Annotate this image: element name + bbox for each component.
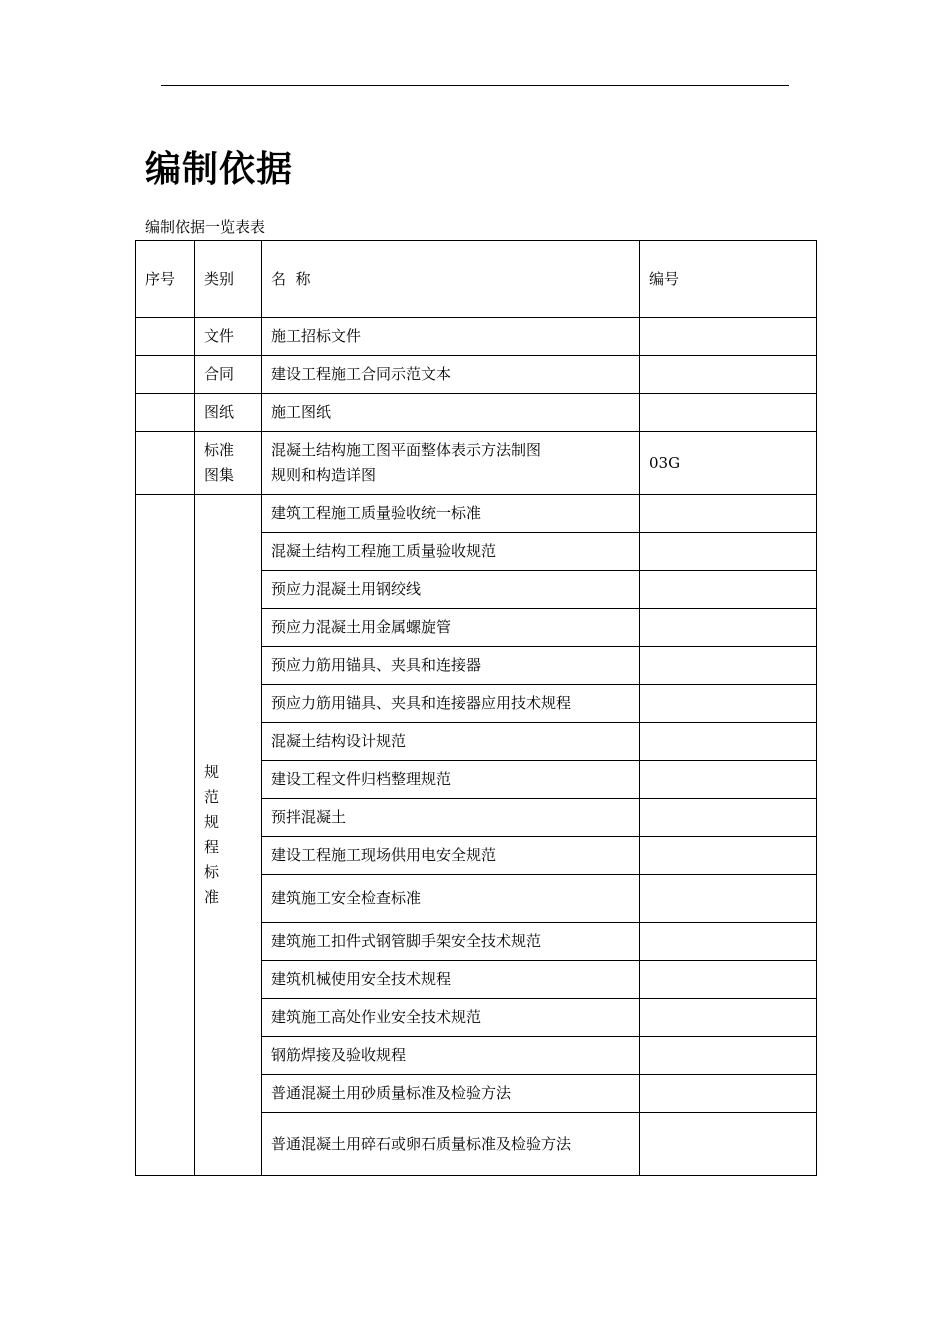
standard-code xyxy=(640,533,817,571)
standard-name: 预应力筋用锚具、夹具和连接器 xyxy=(262,647,640,685)
standard-name: 建筑工程施工质量验收统一标准 xyxy=(262,495,640,533)
standard-code xyxy=(640,1037,817,1075)
standard-name: 普通混凝土用砂质量标准及检验方法 xyxy=(262,1075,640,1113)
row-name: 施工招标文件 xyxy=(262,318,640,356)
table-header-row xyxy=(136,241,817,318)
row-category: 文件 xyxy=(195,318,262,356)
row-category: 图纸 xyxy=(195,394,262,432)
standard-name: 建设工程文件归档整理规范 xyxy=(262,761,640,799)
standard-code xyxy=(640,961,817,999)
standard-name: 普通混凝土用碎石或卵石质量标准及检验方法 xyxy=(262,1113,640,1176)
header-code: 编号 xyxy=(640,241,817,318)
group-category-char: 规 xyxy=(204,763,220,781)
row-code xyxy=(640,394,817,432)
row-code: 03G xyxy=(640,432,817,495)
standard-code xyxy=(640,647,817,685)
row-name-line: 规则和构造详图 xyxy=(271,466,377,484)
standard-code xyxy=(640,761,817,799)
table-row xyxy=(136,356,817,394)
group-category xyxy=(195,495,262,1176)
group-category-char: 规 xyxy=(204,813,220,831)
header-no: 序号 xyxy=(136,241,195,318)
row-category xyxy=(195,432,262,495)
standard-code xyxy=(640,837,817,875)
standard-name: 预应力筋用锚具、夹具和连接器应用技术规程 xyxy=(262,685,640,723)
header-rule xyxy=(161,85,789,86)
standard-name: 建筑施工安全检查标准 xyxy=(262,875,640,923)
row-no-cell xyxy=(136,318,195,356)
standard-name: 混凝土结构设计规范 xyxy=(262,723,640,761)
standard-name: 预应力混凝土用金属螺旋管 xyxy=(262,609,640,647)
row-name xyxy=(262,432,640,495)
group-category-char: 准 xyxy=(204,888,220,906)
group-category-char: 范 xyxy=(204,788,220,806)
standard-code xyxy=(640,1113,817,1176)
table-row xyxy=(136,432,817,495)
table-row xyxy=(136,318,817,356)
standard-code xyxy=(640,1075,817,1113)
row-category-line: 标准 xyxy=(204,441,235,459)
row-category: 合同 xyxy=(195,356,262,394)
standard-code xyxy=(640,999,817,1037)
standard-code xyxy=(640,609,817,647)
row-no-cell xyxy=(136,356,195,394)
table-row xyxy=(136,394,817,432)
standard-code xyxy=(640,685,817,723)
basis-table xyxy=(135,240,817,1176)
row-no-cell xyxy=(136,394,195,432)
group-category-char: 程 xyxy=(204,838,220,856)
standard-name: 建设工程施工现场供用电安全规范 xyxy=(262,837,640,875)
standard-code xyxy=(640,723,817,761)
row-name: 建设工程施工合同示范文本 xyxy=(262,356,640,394)
standard-name: 建筑施工扣件式钢管脚手架安全技术规范 xyxy=(262,923,640,961)
standard-name: 混凝土结构工程施工质量验收规范 xyxy=(262,533,640,571)
row-category-line: 图集 xyxy=(204,466,235,484)
row-code xyxy=(640,356,817,394)
row-name-line: 混凝土结构施工图平面整体表示方法制图 xyxy=(271,441,542,459)
standard-name: 钢筋焊接及验收规程 xyxy=(262,1037,640,1075)
standard-code xyxy=(640,571,817,609)
group-no-cell xyxy=(136,495,195,1176)
standard-name: 建筑施工高处作业安全技术规范 xyxy=(262,999,640,1037)
header-category: 类别 xyxy=(195,241,262,318)
standard-name: 建筑机械使用安全技术规程 xyxy=(262,961,640,999)
row-no-cell xyxy=(136,432,195,495)
standard-code xyxy=(640,923,817,961)
standard-code xyxy=(640,495,817,533)
row-name: 施工图纸 xyxy=(262,394,640,432)
row-code xyxy=(640,318,817,356)
standard-code xyxy=(640,875,817,923)
header-name: 名 称 xyxy=(262,241,640,318)
standard-code xyxy=(640,799,817,837)
table-caption: 编制依据一览表表 xyxy=(145,218,266,236)
standard-name: 预应力混凝土用钢绞线 xyxy=(262,571,640,609)
page-title: 编制依据 xyxy=(145,149,294,190)
standard-name: 预拌混凝土 xyxy=(262,799,640,837)
group-category-char: 标 xyxy=(204,863,220,881)
table-row xyxy=(136,495,817,533)
